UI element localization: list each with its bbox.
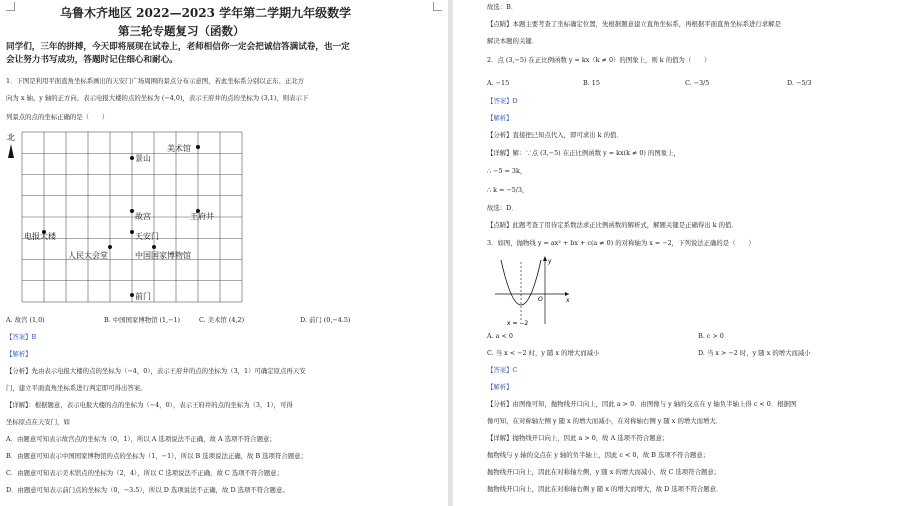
point-tiananmen <box>130 230 134 234</box>
q1-line-a: A．由题意可知表示故宫点的坐标为（0，1），所以 A 选项说法不正确，故 A 选项不符合题意； <box>6 435 276 443</box>
q3-stem: 3．如图，抛物线 y = ax² + bx + c(a ≠ 0) 的对称轴为 x = −2，下列说法正确的是（ ） <box>487 239 755 247</box>
q3-option-b: B. c > 0 <box>698 332 724 340</box>
north-label: 北 <box>7 133 15 142</box>
label-jingshan: 景山 <box>135 154 151 163</box>
q1-stem-2: 向为 x 轴、y 轴的正方向，表示电报大楼的点的坐标为 (−4,0)，表示王府井的点的坐标为 (3,1)，则表示下 <box>6 94 309 102</box>
point-meishuguan <box>196 145 200 149</box>
point-qianmen <box>130 293 134 297</box>
q2-option-a: A. −15 <box>487 79 510 87</box>
label-bowuguan: 中国国家博物馆 <box>135 251 191 260</box>
q1-line-c: C．由题意可知表示美术馆点的坐标为（2，4），所以 C 选项说法不正确，故 C 选项不符合题意； <box>6 469 283 477</box>
q1-stem-1: 1．下图是利用平面直角坐标系画出的天安门广场周围的景点分布示意图，若此坐标系分别以正东、正北方 <box>6 77 305 85</box>
label-gugong: 故宫 <box>135 212 151 221</box>
symmetry-label: x = −2 <box>507 320 529 326</box>
q1-conclusion: 故选：B． <box>487 3 518 11</box>
q3-fenxi-1: 【分析】由图像可知，抛物线开口向上，因此 a > 0．由图像与 y 轴的交点在 y 轴负半轴上得 c < 0．根据图 <box>487 400 797 408</box>
label-qianmen: 前门 <box>135 292 151 301</box>
q3-detail-2: 抛物线与 y 轴的交点在 y 轴的负半轴上，因此 c < 0，故 B 选项不符合题意； <box>487 451 710 459</box>
q2-answer: 【答案】D <box>487 97 518 105</box>
q2-option-c: C. −3/5 <box>685 79 710 87</box>
slogan-line-1: 同学们，三年的拼搏，今天即将展现在试卷上，老师相信你一定会把诚信答满试卷，也一定 <box>6 42 350 52</box>
q1-detail-2: 坐标原点在天安门，如 <box>6 418 70 426</box>
label-dianbao: 电报大楼 <box>24 232 56 241</box>
label-meishuguan: 美术馆 <box>167 144 191 153</box>
point-renmin <box>108 245 112 249</box>
label-wangfujing: 王府井 <box>190 212 214 221</box>
q3-option-a: A. a < 0 <box>487 332 513 340</box>
q1-line-b: B．由题意可知表示中国国家博物馆的点的坐标为（1，−1），所以 B 选项说法正确，故 B 选项符合题意； <box>6 452 307 460</box>
q1-option-a: A. 故宫 (1,0) <box>6 316 45 324</box>
q2-stem: 2．点 (3,−5) 在正比例函数 y = kx（k ≠ 0）的图象上，则 k 的值为（ ） <box>487 56 711 64</box>
tiananmen-map <box>4 128 254 308</box>
x-axis-arrow-icon <box>565 292 569 296</box>
q2-option-d: D. −5/3 <box>787 79 812 87</box>
q3-detail-1: 【详解】抛物线开口向上，因此 a > 0，故 A 选项不符合题意； <box>487 434 669 442</box>
q1-remark-2: 解决本题的关键． <box>487 37 539 45</box>
label-renmin: 人民大会堂 <box>68 251 108 260</box>
q2-step-1: ∴ −5 = 3k， <box>487 167 527 175</box>
q3-fenxi-2: 像可知，在对称轴左侧 y 随 x 的增大而减小，在对称轴右侧 y 随 x 的增大而增大． <box>487 417 723 425</box>
q2-step-2: ∴ k = −5/3， <box>487 186 529 194</box>
q2-analysis-heading: 【解析】 <box>487 114 513 122</box>
y-label: y <box>548 258 552 265</box>
doc-subtitle: 第三轮专题复习（函数） <box>118 24 245 38</box>
corner-mark <box>433 2 442 11</box>
q3-answer: 【答案】C <box>487 366 518 374</box>
q2-fenxi: 【分析】直接把已知点代入，即可求出 k 的值． <box>487 131 623 139</box>
q3-analysis-heading: 【解析】 <box>487 383 513 391</box>
x-label: x <box>566 297 570 304</box>
q1-fenxi-2: 门，建立平面直角坐标系进行判定即可得出答案。 <box>6 384 147 392</box>
q1-option-b: B. 中国国家博物馆 (1,−1) <box>104 316 181 324</box>
q1-answer: 【答案】B <box>6 333 37 341</box>
y-axis-arrow-icon <box>543 256 547 261</box>
corner-mark <box>6 2 15 11</box>
q1-detail-1: 【详解】：根据题意，表示电报大楼的点的坐标为（−4，0），表示王府井的点的坐标为（3，1），可得 <box>6 401 293 409</box>
label-tiananmen: 天安门 <box>135 232 159 241</box>
point-gugong <box>130 209 134 213</box>
q1-line-d: D．由题意可知表示前门点的坐标为（0，−3.5），所以 D 选项说法不正确，故 D 选项不符合题意。 <box>6 486 289 494</box>
q3-option-c: C. 当 x < −2 时，y 随 x 的增大而减小 <box>487 349 600 357</box>
q1-option-d: D. 前门 (0,−4.5) <box>300 316 351 324</box>
q2-conclusion: 故选：D． <box>487 204 518 212</box>
north-arrow-icon <box>8 144 14 158</box>
q3-option-d: D. 当 x > −2 时，y 随 x 的增大而减小 <box>698 349 811 357</box>
q2-remark: 【点睛】此题考查了用待定系数法求正比例函数的解析式，解题关键是正确得出 k 的值． <box>487 221 738 229</box>
q1-analysis-heading: 【解析】 <box>6 350 32 358</box>
point-bowuguan <box>152 245 156 249</box>
q1-option-c: C. 美术馆 (4,2) <box>199 316 245 324</box>
q2-detail: 【详解】解：∵点 (3,−5) 在正比例函数 y = kx(k ≠ 0) 的图象上， <box>487 149 680 157</box>
q1-remark-1: 【点睛】本题主要考查了坐标确定位置，先根据题意建立直角坐标系，再根据平面直角坐标系进行求解是 <box>487 20 781 28</box>
q1-fenxi-1: 【分析】先由表示电报大楼的点的坐标为（−4，0），表示王府井的点的坐标为（3，1）可确定原点再天安 <box>6 367 306 375</box>
origin-label: O <box>538 296 543 303</box>
point-jingshan <box>130 156 134 160</box>
right-page <box>453 0 900 506</box>
slogan-line-2: 会让努力书写成功，答题时记住细心和耐心。 <box>6 55 178 65</box>
q1-stem-3: 列景点的点的坐标正确的是（ ） <box>6 113 109 121</box>
left-page <box>0 0 448 506</box>
q3-detail-3: 抛物线开口向上，因此在对称轴左侧，y 随 x 的增大而减小，故 C 选项符合题意； <box>487 468 721 476</box>
q3-detail-4: 抛物线开口向上，因此在对称轴右侧 y 随 x 的增大而增大，故 D 选项不符合题意． <box>487 485 723 493</box>
parabola-graph <box>493 254 573 326</box>
q2-option-b: B. 15 <box>583 79 600 87</box>
doc-title: 乌鲁木齐地区 2022—2023 学年第二学期九年级数学 <box>60 6 352 20</box>
